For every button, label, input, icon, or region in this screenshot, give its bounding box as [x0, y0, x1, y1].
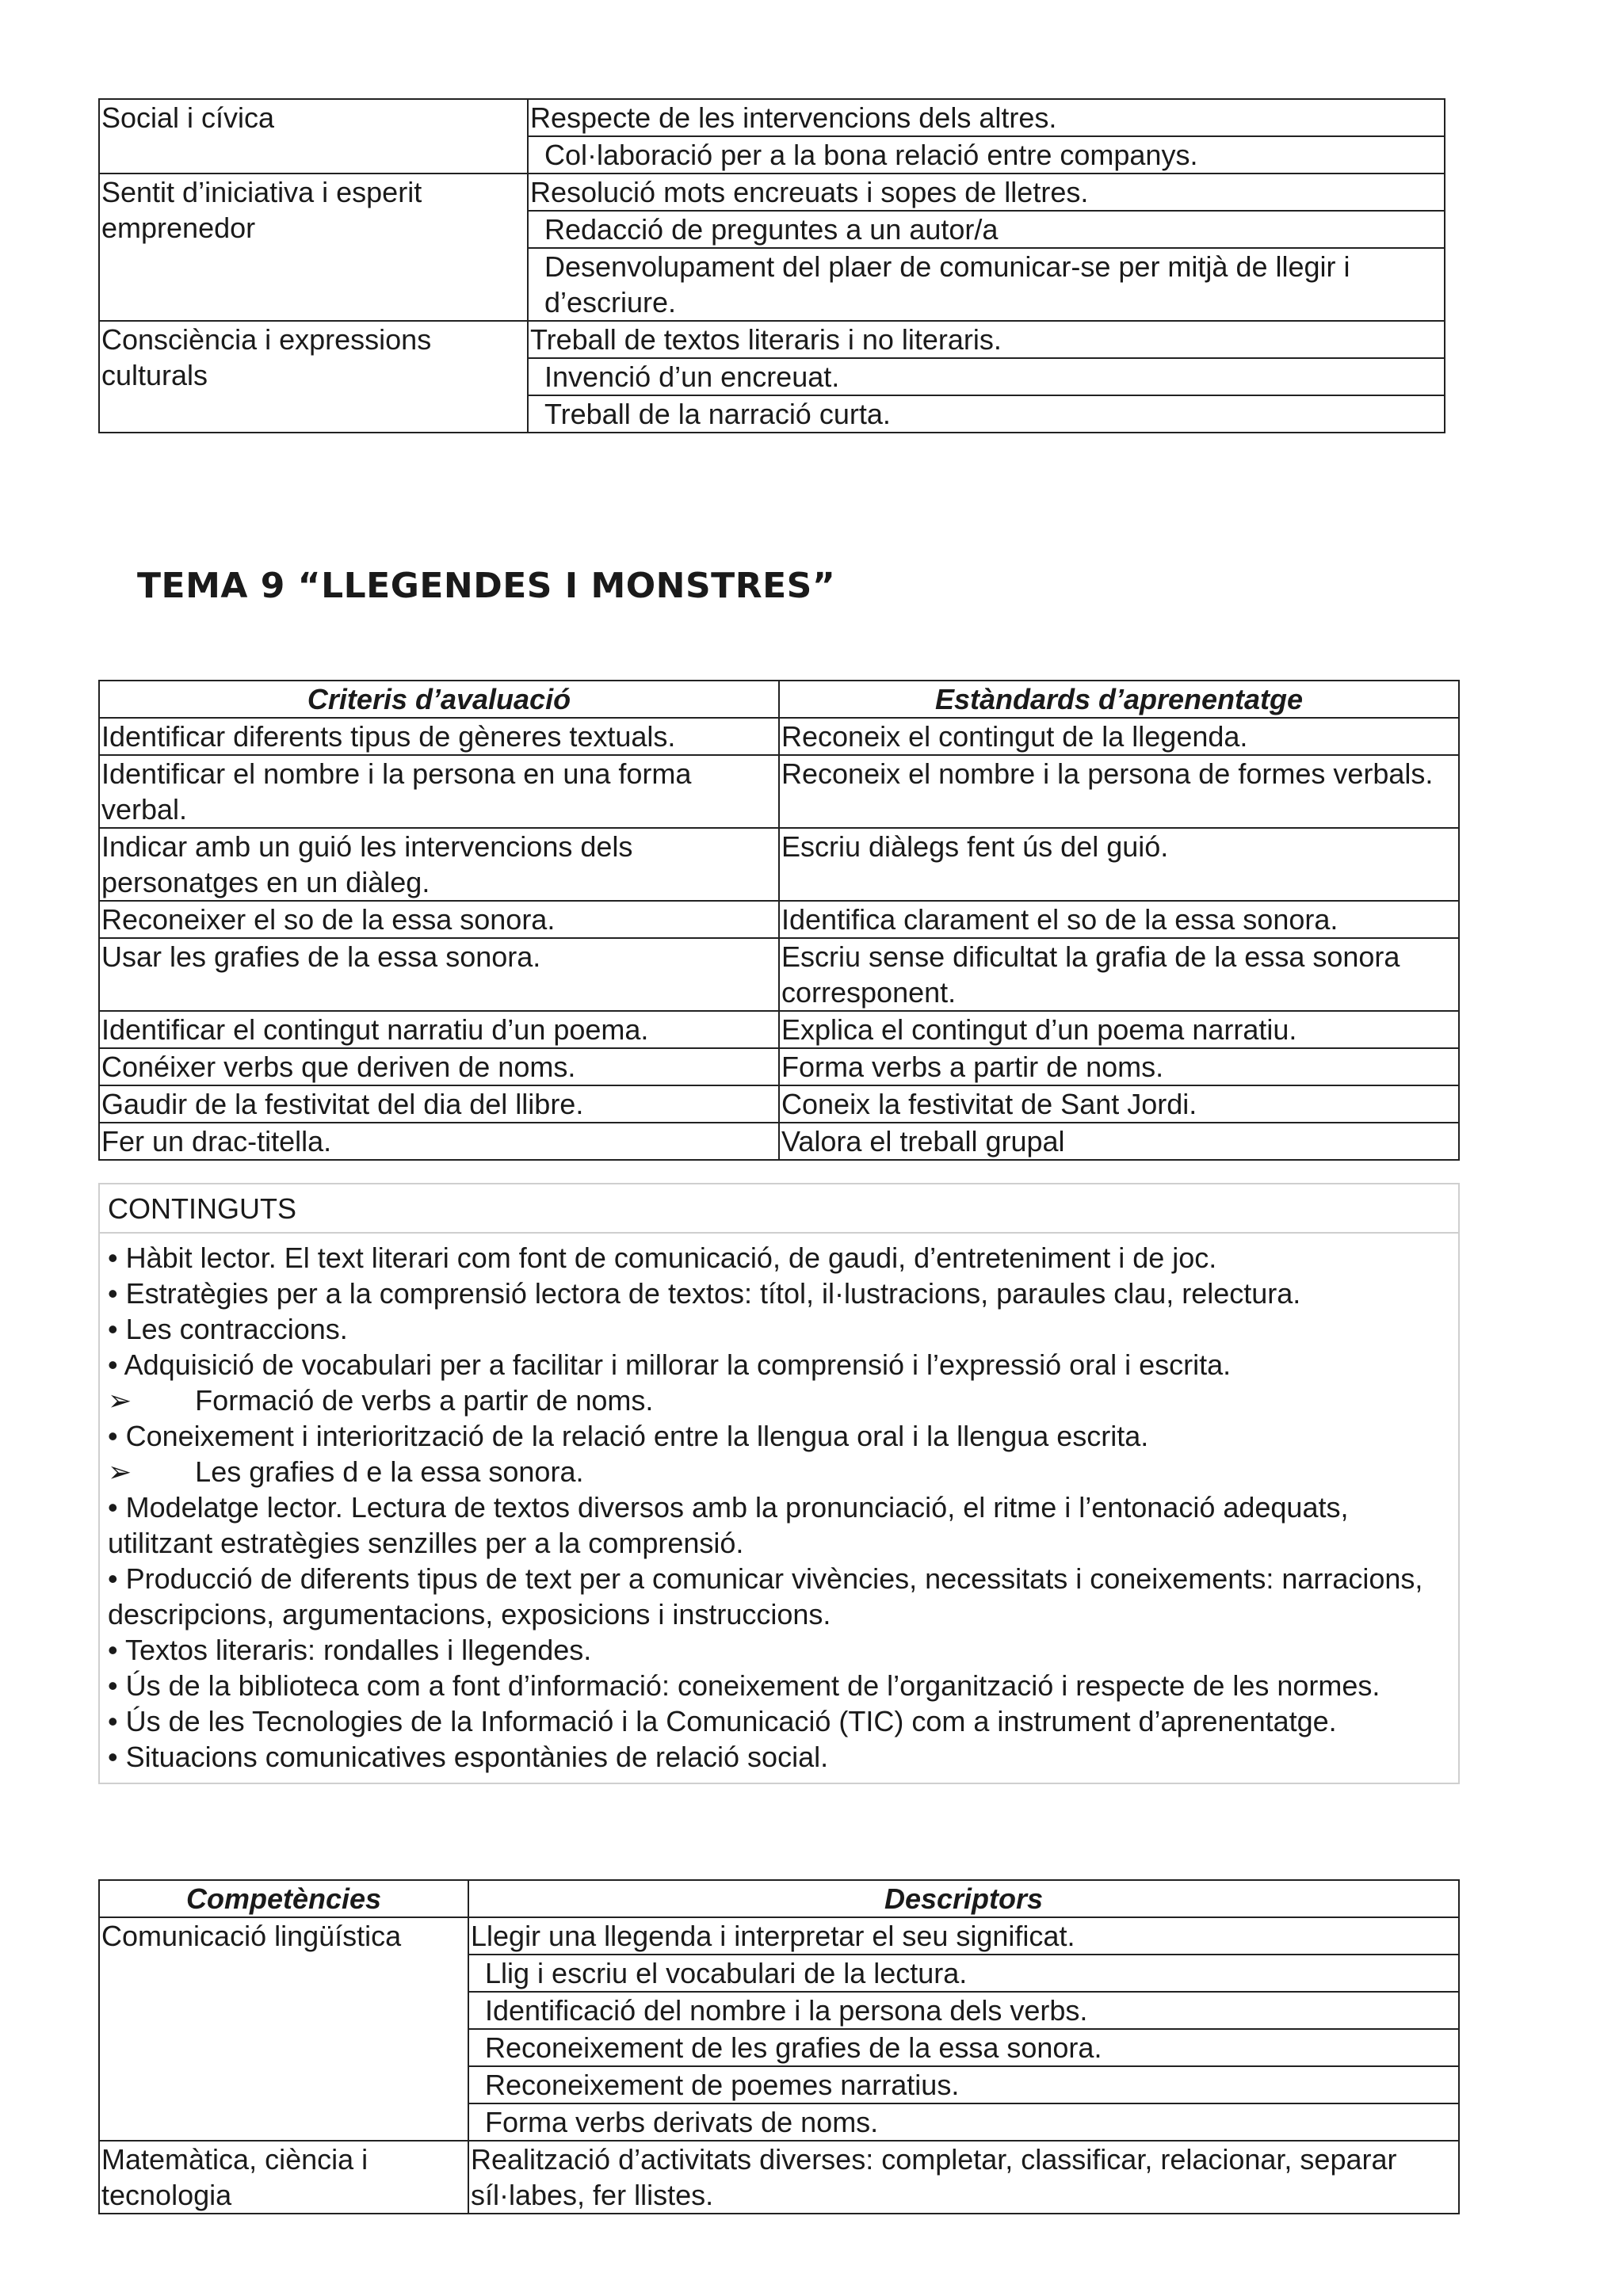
contingut-item: ➢ Formació de verbs a partir de noms.: [108, 1384, 654, 1417]
table-row: [99, 755, 1459, 828]
estandard-cell: Forma verbs a partir de noms.: [779, 1048, 1459, 1085]
competence-cell: Consciència i expressions culturals: [99, 321, 528, 433]
table-row: [99, 1048, 1459, 1085]
criteri-cell: Indicar amb un guió les intervencions dels personatges en un diàleg.: [99, 828, 779, 901]
estandard-cell: Reconeix el contingut de la llegenda.: [779, 718, 1459, 755]
table-row: [99, 938, 1459, 1011]
estandard-cell: Valora el treball grupal: [779, 1123, 1459, 1160]
contingut-item: • Producció de diferents tipus de text per a comunicar vivències, necessitats i coneixements: narracions, descripcions, argumentacions, exposicions i instruccions.: [108, 1562, 1431, 1630]
criteri-cell: Identificar el nombre i la persona en una forma verbal.: [99, 755, 779, 828]
descriptor-cell: Reconeixement de poemes narratius.: [468, 2066, 1459, 2103]
criteris-header-row: [99, 681, 1459, 718]
section-title: TEMA 9 “LLEGENDES I MONSTRES”: [137, 566, 836, 606]
estandard-cell: Identifica clarament el so de la essa sonora.: [779, 901, 1459, 938]
descriptor-cell: Resolució mots encreuats i sopes de lletres.: [528, 174, 1445, 211]
competence-cell: Comunicació lingüística: [99, 1917, 468, 2141]
descriptor-cell: Redacció de preguntes a un autor/a: [528, 211, 1445, 248]
contingut-item: • Modelatge lector. Lectura de textos diversos amb la pronunciació, el ritme i l’entonació adequats, utilitzant estratègies senzilles per a la comprensió.: [108, 1491, 1357, 1559]
competencies-table: [98, 1879, 1460, 2214]
descriptor-cell: Col·laboració per a la bona relació entre companys.: [528, 136, 1445, 174]
criteri-cell: Identificar el contingut narratiu d’un poema.: [99, 1011, 779, 1048]
criteris-table: [98, 680, 1460, 1161]
descriptor-cell: Desenvolupament del plaer de comunicar-se per mitjà de llegir i d’escriure.: [528, 248, 1445, 321]
descriptors-header: Descriptors: [468, 1880, 1459, 1917]
descriptor-cell: Treball de la narració curta.: [528, 395, 1445, 433]
criteri-cell: Identificar diferents tipus de gèneres textuals.: [99, 718, 779, 755]
estandard-cell: Escriu diàlegs fent ús del guió.: [779, 828, 1459, 901]
estandard-cell: Reconeix el nombre i la persona de formes verbals.: [779, 755, 1459, 828]
continguts-list: [100, 1234, 1458, 1783]
estandard-cell: Coneix la festivitat de Sant Jordi.: [779, 1085, 1459, 1123]
descriptor-cell: Reconeixement de les grafies de la essa sonora.: [468, 2029, 1459, 2066]
descriptor-cell: Llegir una llegenda i interpretar el seu significat.: [468, 1917, 1459, 1955]
descriptor-cell: Treball de textos literaris i no literaris.: [528, 321, 1445, 358]
estandard-cell: Escriu sense dificultat la grafia de la essa sonora corresponent.: [779, 938, 1459, 1011]
estandards-header: Estàndards d’aprenentatge: [779, 681, 1459, 718]
table-row: [99, 99, 1445, 136]
criteris-header: Criteris d’avaluació: [99, 681, 779, 718]
table-row: [99, 174, 1445, 211]
contingut-item: • Adquisició de vocabulari per a facilitar i millorar la comprensió i l’expressió oral i escrita.: [108, 1348, 1232, 1381]
table-row: [99, 2141, 1459, 2214]
contingut-item: • Hàbit lector. El text literari com font de comunicació, de gaudi, d’entreteniment i de joc.: [108, 1241, 1217, 1274]
estandard-cell: Explica el contingut d’un poema narratiu.: [779, 1011, 1459, 1048]
criteri-cell: Gaudir de la festivitat del dia del llibre.: [99, 1085, 779, 1123]
competencies-header: Competències: [99, 1880, 468, 1917]
descriptor-cell: Forma verbs derivats de noms.: [468, 2103, 1459, 2141]
contingut-item: • Estratègies per a la comprensió lectora de textos: títol, il·lustracions, paraules clau, relectura.: [108, 1277, 1301, 1310]
criteri-cell: Usar les grafies de la essa sonora.: [99, 938, 779, 1011]
competence-cell: Matemàtica, ciència i tecnologia: [99, 2141, 468, 2214]
continguts-heading: CONTINGUTS: [100, 1184, 1458, 1234]
contingut-item: • Textos literaris: rondalles i llegendes.: [108, 1634, 592, 1666]
contingut-item: • Ús de les Tecnologies de la Informació i la Comunicació (TIC) com a instrument d’aprenentatge.: [108, 1705, 1337, 1737]
contingut-item: • Situacions comunicatives espontànies de relació social.: [108, 1741, 829, 1773]
contingut-item: • Ús de la biblioteca com a font d’informació: coneixement de l’organització i respecte de les normes.: [108, 1669, 1381, 1702]
descriptor-cell: Identificació del nombre i la persona dels verbs.: [468, 1992, 1459, 2029]
contingut-item: ➢ Les grafies d e la essa sonora.: [108, 1455, 584, 1488]
competencies-table-top: [98, 98, 1445, 433]
continguts-box: [98, 1183, 1460, 1784]
descriptor-cell: Respecte de les intervencions dels altres.: [528, 99, 1445, 136]
descriptor-cell: Llig i escriu el vocabulari de la lectura.: [468, 1955, 1459, 1992]
table-row: [99, 1011, 1459, 1048]
criteri-cell: Reconeixer el so de la essa sonora.: [99, 901, 779, 938]
table-row: [99, 1917, 1459, 1955]
contingut-item: • Les contraccions.: [108, 1313, 348, 1345]
table-row: [99, 1085, 1459, 1123]
table-row: [99, 828, 1459, 901]
table-row: [99, 901, 1459, 938]
table-row: [99, 1123, 1459, 1160]
criteri-cell: Fer un drac-titella.: [99, 1123, 779, 1160]
criteri-cell: Conéixer verbs que deriven de noms.: [99, 1048, 779, 1085]
competence-cell: Sentit d’iniciativa i esperit emprenedor: [99, 174, 528, 321]
contingut-item: • Coneixement i interiorització de la relació entre la llengua oral i la llengua escrita.: [108, 1420, 1149, 1452]
table-row: [99, 321, 1445, 358]
descriptor-cell: Invenció d’un encreuat.: [528, 358, 1445, 395]
descriptor-cell: Realització d’activitats diverses: completar, classificar, relacionar, separar síl·labes, fer llistes.: [468, 2141, 1459, 2214]
competencies-header-row: [99, 1880, 1459, 1917]
competence-cell: Social i cívica: [99, 99, 528, 174]
table-row: [99, 718, 1459, 755]
